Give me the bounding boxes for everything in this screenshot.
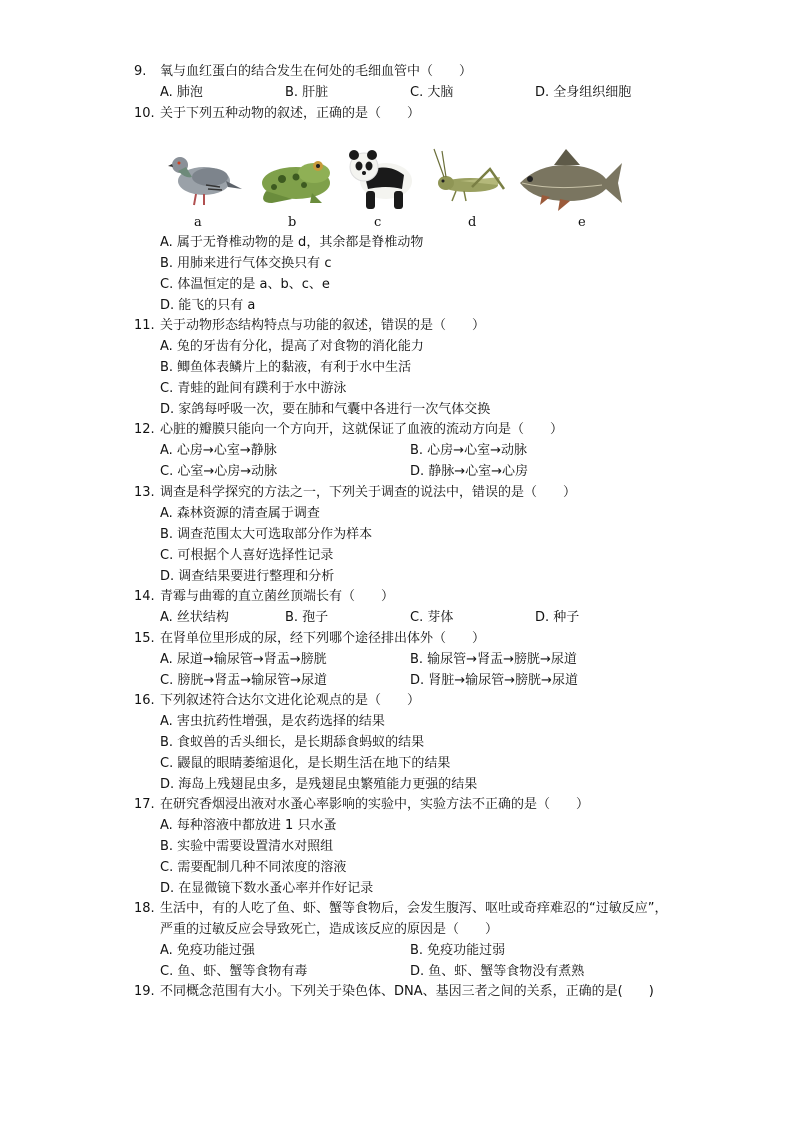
option-a: A. 害虫抗药性增强，是农药选择的结果 (160, 714, 385, 729)
option-d: D. 种子 (535, 610, 580, 625)
question-17 (134, 794, 694, 899)
option-d: D. 家鸽每呼吸一次，要在肺和气囊中各进行一次气体交换 (160, 402, 491, 417)
option-b: B. 鲫鱼体表鳞片上的黏液，有利于水中生活 (160, 360, 412, 375)
option-c: C. 体温恒定的是 a、b、c、e (160, 277, 330, 292)
question-number: 19. (134, 984, 155, 999)
question-13 (134, 482, 694, 587)
option-a: A. 免疫功能过强 (160, 943, 255, 958)
question-text: 调查是科学探究的方法之一，下列关于调查的说法中，错误的是（ ） (160, 485, 577, 500)
question-text: 不同概念范围有大小。下列关于染色体、DNA、基因三者之间的关系，正确的是( ) (160, 984, 654, 999)
option-b: B. 调查范围太大可选取部分作为样本 (160, 527, 373, 542)
figure-label-d: d (468, 215, 477, 230)
option-c: C. 需要配制几种不同浓度的溶液 (160, 860, 347, 875)
option-d: D. 鱼、虾、蟹等食物没有煮熟 (410, 964, 585, 979)
option-a: A. 森林资源的清查属于调查 (160, 506, 320, 521)
option-d: D. 调查结果要进行整理和分析 (160, 569, 335, 584)
question-14 (134, 586, 694, 628)
question-16 (134, 690, 694, 795)
figure-label-c: c (374, 215, 382, 230)
option-d: D. 能飞的只有 a (160, 298, 256, 313)
question-9 (134, 61, 694, 103)
question-text: 下列叙述符合达尔文进化论观点的是（ ） (160, 693, 421, 708)
option-d: D. 全身组织细胞 (535, 85, 632, 100)
question-number: 18. (134, 901, 155, 916)
option-a: A. 每种溶液中都放进 1 只水蚤 (160, 818, 337, 833)
option-a: A. 心房→心室→静脉 (160, 443, 277, 458)
question-text: 关于下列五种动物的叙述，正确的是（ ） (160, 106, 421, 121)
figure-label-b: b (288, 215, 297, 230)
option-c: C. 芽体 (410, 610, 454, 625)
option-b: B. 肝脏 (285, 85, 329, 100)
question-number: 13. (134, 485, 155, 500)
option-a: A. 肺泡 (160, 85, 203, 100)
question-10-options (134, 232, 694, 316)
question-text: 青霉与曲霉的直立菌丝顶端长有（ ） (160, 589, 395, 604)
question-text: 在肾单位里形成的尿，经下列哪个途径排出体外（ ） (160, 631, 486, 646)
question-18 (134, 898, 694, 982)
question-number: 15. (134, 631, 155, 646)
question-number: 10. (134, 106, 155, 121)
option-a: A. 尿道→输尿管→肾盂→膀胱 (160, 652, 327, 667)
option-a: A. 属于无脊椎动物的是 d，其余都是脊椎动物 (160, 235, 424, 250)
question-number: 12. (134, 422, 155, 437)
option-d: D. 肾脏→输尿管→膀胱→尿道 (410, 673, 578, 688)
panda-icon (344, 145, 420, 211)
question-12 (134, 419, 694, 482)
carp-icon (514, 145, 624, 217)
option-c: C. 可根据个人喜好选择性记录 (160, 548, 334, 563)
option-b: B. 输尿管→肾盂→膀胱→尿道 (410, 652, 577, 667)
option-c: C. 大脑 (410, 85, 454, 100)
pigeon-icon (166, 145, 244, 211)
figure-label-e: e (578, 215, 586, 230)
question-number: 14. (134, 589, 155, 604)
question-number: 17. (134, 797, 155, 812)
question-15 (134, 628, 694, 691)
question-number: 11. (134, 318, 155, 333)
question-text: 关于动物形态结构特点与功能的叙述，错误的是（ ） (160, 318, 486, 333)
option-a: A. 丝状结构 (160, 610, 229, 625)
option-c: C. 青蛙的趾间有蹼利于水中游泳 (160, 381, 347, 396)
question-text: 在研究香烟浸出液对水蚤心率影响的实验中，实验方法不正确的是（ ） (160, 797, 590, 812)
question-text: 氧与血红蛋白的结合发生在何处的毛细血管中（ ） (160, 64, 473, 79)
option-b: B. 用肺来进行气体交换只有 c (160, 256, 332, 271)
option-c: C. 心室→心房→动脉 (160, 464, 278, 479)
grasshopper-icon (430, 145, 510, 211)
animal-figure-row (166, 145, 636, 229)
option-b: B. 实验中需要设置清水对照组 (160, 839, 334, 854)
question-19 (134, 981, 694, 1002)
question-11 (134, 315, 694, 420)
question-number: 9. (134, 64, 147, 79)
option-a: A. 兔的牙齿有分化，提高了对食物的消化能力 (160, 339, 424, 354)
option-c: C. 鼹鼠的眼睛萎缩退化，是长期生活在地下的结果 (160, 756, 451, 771)
question-text: 心脏的瓣膜只能向一个方向开，这就保证了血液的流动方向是（ ） (160, 422, 564, 437)
question-10 (134, 103, 694, 124)
question-text: 生活中，有的人吃了鱼、虾、蟹等食物后，会发生腹泻、呕吐或奇痒难忍的“过敏反应”，严重的过敏反应会导致死亡，造成该反应的原因是（ ） (160, 901, 668, 937)
question-number: 16. (134, 693, 155, 708)
frog-icon (252, 145, 336, 211)
option-c: C. 鱼、虾、蟹等食物有毒 (160, 964, 308, 979)
option-b: B. 食蚁兽的舌头细长，是长期舔食蚂蚁的结果 (160, 735, 425, 750)
option-b: B. 免疫功能过弱 (410, 943, 506, 958)
figure-label-a: a (194, 215, 202, 230)
option-d: D. 在显微镜下数水蚤心率并作好记录 (160, 881, 374, 896)
option-d: D. 海岛上残翅昆虫多，是残翅昆虫繁殖能力更强的结果 (160, 777, 478, 792)
option-b: B. 孢子 (285, 610, 329, 625)
option-c: C. 膀胱→肾盂→输尿管→尿道 (160, 673, 328, 688)
option-b: B. 心房→心室→动脉 (410, 443, 527, 458)
option-d: D. 静脉→心室→心房 (410, 464, 529, 479)
